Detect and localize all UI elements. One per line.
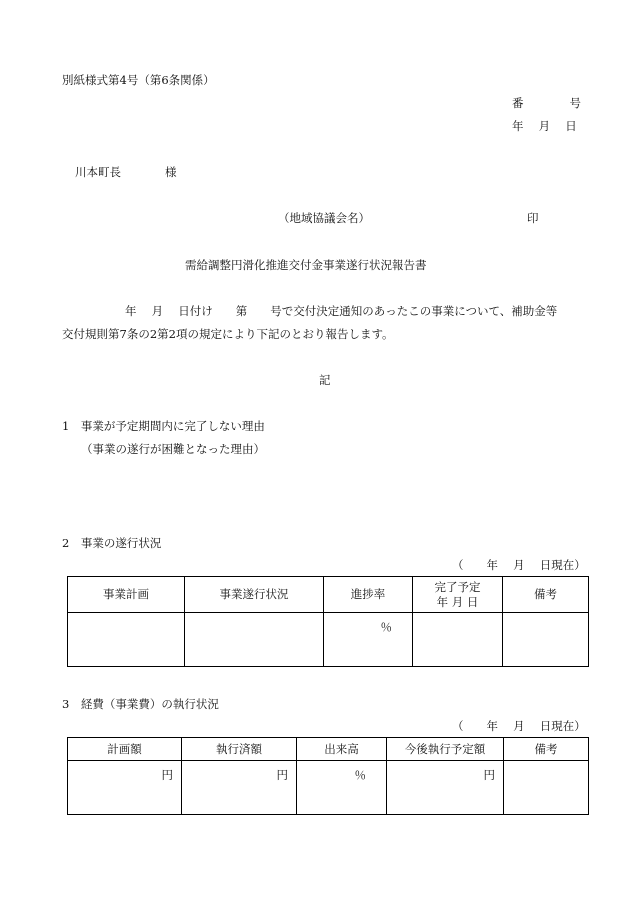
progress-table <box>67 576 589 667</box>
applicant-name: （地域協議会名） <box>278 211 370 225</box>
cell-executed-amount[interactable] <box>182 761 297 815</box>
document-title: 需給調整円滑化推進交付金事業遂行状況報告書 <box>185 258 427 272</box>
cell-future-amount[interactable] <box>387 761 504 815</box>
section2-as-of-date: （ 年 月 日現在） <box>452 558 586 572</box>
addressee: 川本町長 <box>75 165 121 179</box>
cell-remarks-3[interactable] <box>504 761 589 815</box>
col-executed-amount: 執行済額 <box>182 738 297 761</box>
col-completion-label: 完了予定 <box>434 579 481 594</box>
ki-notation: 記 <box>319 373 331 387</box>
section1-heading: 1 事業が予定期間内に完了しない理由 <box>62 419 265 433</box>
cell-output[interactable] <box>297 761 387 815</box>
col-planned-amount: 計画額 <box>68 738 182 761</box>
section2-heading: 2 事業の遂行状況 <box>62 536 162 550</box>
body-line-1: 年 月 日付け 第 号で交付決定通知のあったこの事業について、補助金等 <box>125 304 558 318</box>
col-completion-date <box>413 577 503 613</box>
body-line-2: 交付規則第7条の2第2項の規定により下記のとおり報告します。 <box>62 327 394 341</box>
col-remarks: 備考 <box>503 577 589 613</box>
col-plan: 事業計画 <box>68 577 185 613</box>
col-remarks-3: 備考 <box>504 738 589 761</box>
section3-heading: 3 経費（事業費）の執行状況 <box>62 697 219 711</box>
yen-unit: 円 <box>483 768 495 782</box>
section1-subheading: （事業の遂行が困難となった理由） <box>81 442 265 456</box>
cell-planned-amount[interactable] <box>68 761 182 815</box>
col-future-amount: 今後執行予定額 <box>387 738 504 761</box>
expense-table <box>67 737 589 815</box>
cell-status[interactable] <box>185 613 324 667</box>
cell-plan[interactable] <box>68 613 185 667</box>
document-number-label: 番 号 <box>512 96 581 110</box>
form-number: 別紙様式第4号（第6条関係） <box>62 73 215 87</box>
yen-unit: 円 <box>276 768 288 782</box>
section3-as-of-date: （ 年 月 日現在） <box>452 719 586 733</box>
col-completion-ymd: 年 月 日 <box>436 594 479 609</box>
percent-unit: ％ <box>380 620 392 634</box>
cell-completion-date[interactable] <box>413 613 503 667</box>
percent-unit: ％ <box>354 768 366 782</box>
col-status: 事業遂行状況 <box>185 577 324 613</box>
col-output: 出来高 <box>297 738 387 761</box>
col-progress-rate: 進捗率 <box>324 577 413 613</box>
cell-remarks[interactable] <box>503 613 589 667</box>
addressee-honorific: 様 <box>165 165 177 179</box>
cell-progress-rate[interactable] <box>324 613 413 667</box>
seal-mark: 印 <box>527 211 539 225</box>
yen-unit: 円 <box>161 768 173 782</box>
document-date-label: 年 月 日 <box>512 119 577 133</box>
